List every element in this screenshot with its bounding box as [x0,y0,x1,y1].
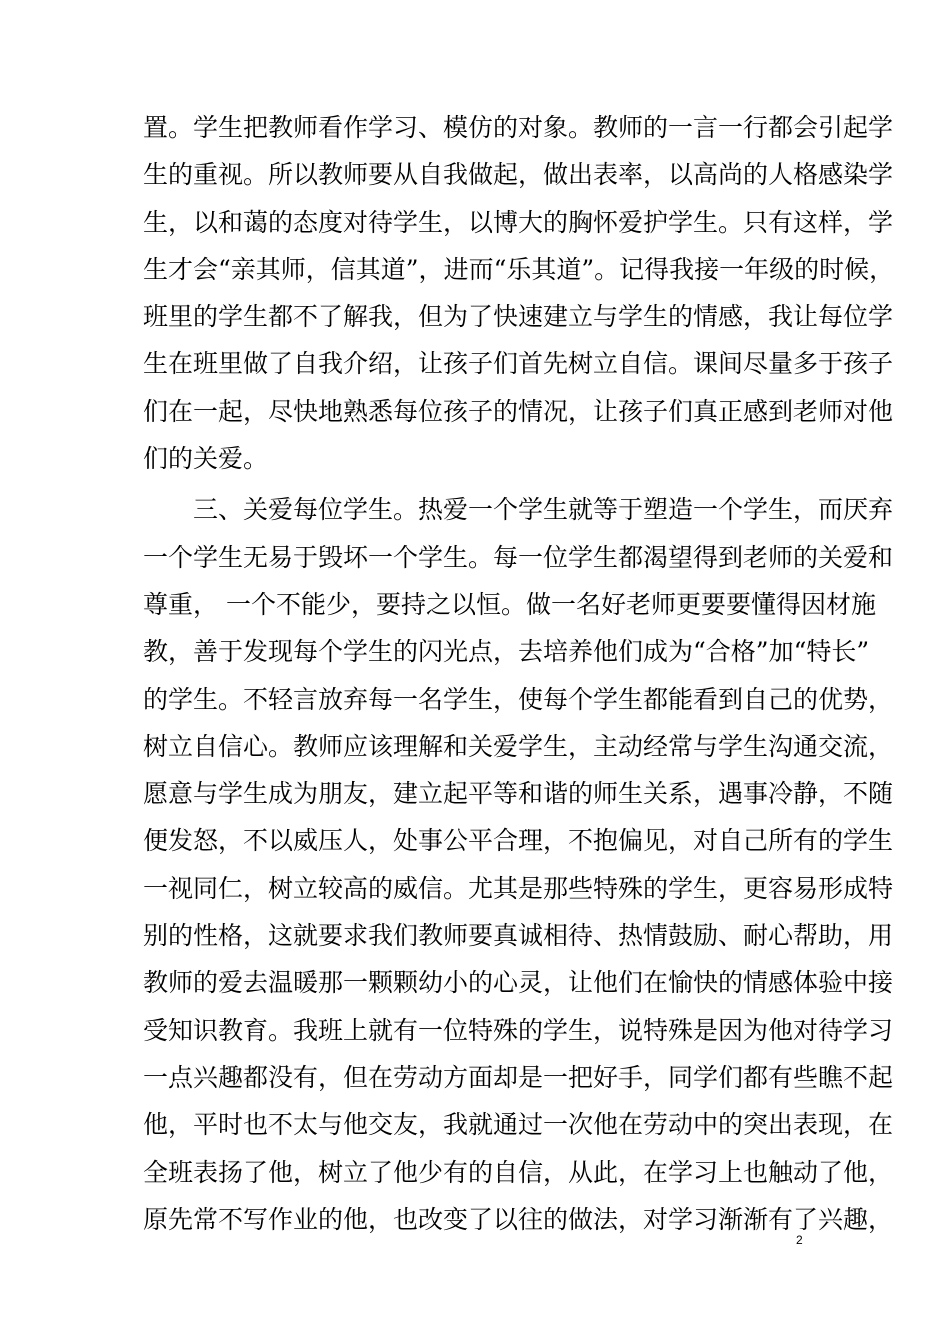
text-line: 全班表扬了他，树立了他少有的自信，从此，在学习上也触动了他， [143,1157,894,1187]
text-line: 一点兴趣都没有，但在劳动方面却是一把好手，同学们都有些瞧不起 [143,1062,894,1092]
text-line: 们在一起，尽快地熟悉每位孩子的情况，让孩子们真正感到老师对他 [143,396,894,426]
paragraph [143,486,894,1243]
text-line: 教，善于发现每个学生的闪光点，去培养他们成为“合格”加“特长” [143,637,870,667]
page-number: 2 [796,1233,803,1247]
text-line: 生在班里做了自我介绍，让孩子们首先树立自信。课间尽量多于孩子 [143,349,894,379]
text-line: 的学生。不轻言放弃每一名学生，使每个学生都能看到自己的优势， [143,684,894,714]
text-line: 一个学生无易于毁坏一个学生。每一位学生都渴望得到老师的关爱和 [143,542,894,572]
text-line: 他，平时也不太与他交友，我就通过一次他在劳动中的突出表现，在 [143,1110,894,1140]
text-line: 置。学生把教师看作学习、模仿的对象。教师的一言一行都会引起学 [143,113,894,142]
text-line: 生的重视。所以教师要从自我做起，做出表率，以高尚的人格感染学 [143,160,894,190]
text-line: 受知识教育。我班上就有一位特殊的学生，说特殊是因为他对待学习 [143,1015,894,1045]
text-line: 便发怒，不以威压人，处事公平合理，不抱偏见，对自己所有的学生 [143,826,894,856]
text-line: 一视同仁，树立较高的威信。尤其是那些特殊的学生，更容易形成特 [143,873,894,903]
text-line: 生，以和蔼的态度对待学生，以博大的胸怀爱护学生。只有这样，学 [143,207,894,237]
body-text [143,104,895,1243]
text-line: 三、关爱每位学生。热爱一个学生就等于塑造一个学生，而厌弃 [143,495,894,525]
text-line: 尊重， 一个不能少，要持之以恒。做一名好老师更要要懂得因材施 [143,589,876,619]
text-line: 教师的爱去温暖那一颗颗幼小的心灵，让他们在愉快的情感体验中接 [143,968,894,998]
text-line: 原先常不写作业的他，也改变了以往的做法，对学习渐渐有了兴趣， [143,1204,894,1234]
text-line: 们的关爱。 [143,444,269,474]
text-line: 树立自信心。教师应该理解和关爱学生，主动经常与学生沟通交流， [143,731,894,761]
text-line: 愿意与学生成为朋友，建立起平等和谐的师生关系，遇事冷静，不随 [143,779,894,809]
text-line: 班里的学生都不了解我，但为了快速建立与学生的情感，我让每位学 [143,302,894,332]
paragraph [143,104,895,482]
text-line: 别的性格，这就要求我们教师要真诚相待、热情鼓励、耐心帮助，用 [143,921,894,951]
text-line: 生才会“亲其师，信其道”，进而“乐其道”。记得我接一年级的时候， [143,254,895,284]
